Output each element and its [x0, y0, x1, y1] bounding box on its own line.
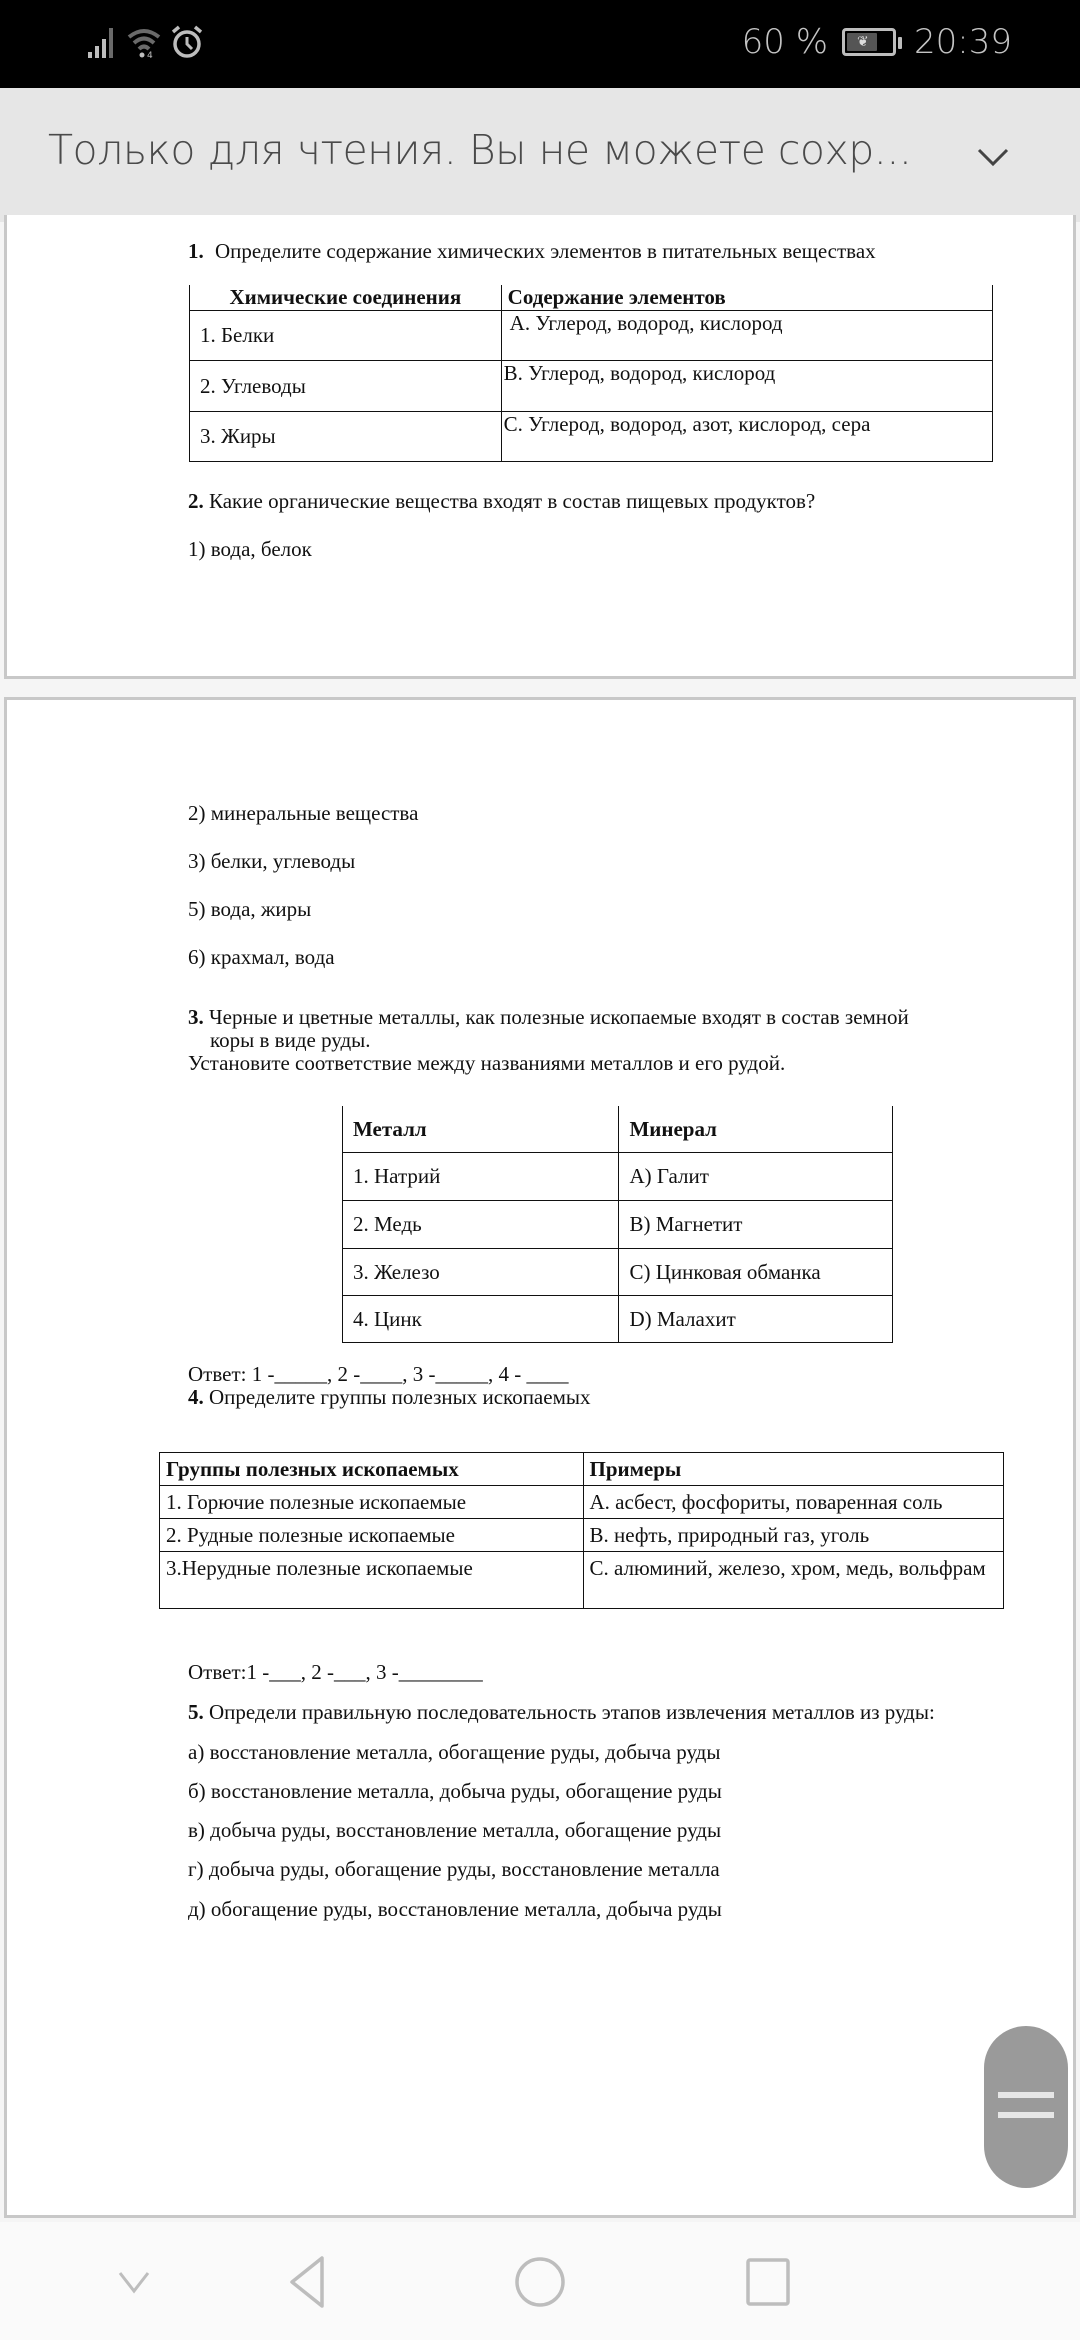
recents-button[interactable] — [738, 2252, 798, 2312]
recents-icon — [744, 2257, 792, 2307]
question-3-instruction: Установите соответствие между названиями металлов и его рудой. — [188, 1051, 786, 1075]
document-page-2 — [4, 697, 1076, 2218]
scroll-handle[interactable] — [984, 2026, 1068, 2188]
answer-option: б) восстановление металла, добыча руды, обогащение руды — [188, 1779, 722, 1803]
answer-option: в) добыча руды, восстановление металла, обогащение руды — [188, 1818, 722, 1842]
question-3: 3. Черные и цветные металлы, как полезные ископаемые входят в состав земной — [188, 1005, 909, 1029]
question-4: 4. Определите группы полезных ископаемых — [188, 1385, 591, 1409]
hide-nav-icon — [114, 2267, 154, 2297]
answer-line-q3: Ответ: 1 -_____, 2 -____, 3 -_____, 4 - ____ — [188, 1362, 569, 1386]
question-3-continued: коры в виде руды. — [210, 1028, 371, 1052]
navigation-bar — [0, 2222, 1080, 2340]
answer-option: 6) крахмал, вода — [188, 945, 335, 969]
answer-option: г) добыча руды, обогащение руды, восстановление металла — [188, 1857, 720, 1881]
table-row: 1. Горючие полезные ископаемые А. асбест, фосфориты, поваренная соль — [160, 1486, 1004, 1519]
battery-icon: ❦ — [842, 28, 896, 56]
clock: 20:39 — [914, 22, 1012, 62]
table-row: 1. Белки А. Углерод, водород, кислород — [190, 310, 993, 360]
table-row: 2. Рудные полезные ископаемые В. нефть, природный газ, уголь — [160, 1519, 1004, 1552]
table-row: 3. Железо C) Цинковая обманка — [343, 1248, 893, 1295]
back-icon — [286, 2254, 330, 2310]
question-5: 5. Определи правильную последовательность этапов извлечения металлов из руды: — [188, 1700, 935, 1724]
table-header: Минерал — [619, 1106, 893, 1152]
hide-nav-button[interactable] — [104, 2252, 164, 2312]
answer-line-q4: Ответ:1 -___, 2 -___, 3 -________ — [188, 1660, 483, 1684]
table-row: 3.Нерудные полезные ископаемые С. алюминий, железо, хром, медь, вольфрам — [160, 1552, 1004, 1609]
table-row: 1. Натрий A) Галит — [343, 1152, 893, 1200]
answer-option: 2) минеральные вещества — [188, 801, 419, 825]
table-row: 4. Цинк D) Малахит — [343, 1295, 893, 1342]
answer-option: а) восстановление металла, обогащение руды, добыча руды — [188, 1740, 721, 1764]
table-row: 2. Углеводы В. Углерод, водород, кислород — [190, 360, 993, 411]
grip-line-icon — [998, 2092, 1054, 2098]
grip-line-icon — [998, 2112, 1054, 2118]
wifi-icon — [126, 25, 162, 59]
answer-option: 3) белки, углеводы — [188, 849, 356, 873]
answer-option: 5) вода, жиры — [188, 897, 312, 921]
question-2: 2. Какие органические вещества входят в состав пищевых продуктов? — [188, 489, 816, 513]
table-metals-minerals — [342, 1106, 893, 1343]
answer-option: д) обогащение руды, восстановление металла, добыча руды — [188, 1897, 722, 1921]
alarm-icon — [170, 24, 204, 60]
table-row: 3. Жиры С. Углерод, водород, азот, кислород, сера — [190, 411, 993, 461]
table-mineral-groups — [159, 1452, 1004, 1609]
chevron-down-icon[interactable] — [976, 140, 1010, 174]
table-header: Примеры — [583, 1453, 1004, 1486]
app-bar — [0, 88, 1080, 222]
table-header: Металл — [343, 1106, 619, 1152]
back-button[interactable] — [278, 2252, 338, 2312]
battery-percent: 60 % — [741, 22, 829, 62]
svg-text:4: 4 — [147, 51, 153, 59]
home-icon — [513, 2255, 567, 2309]
home-button[interactable] — [510, 2252, 570, 2312]
table-chemical-elements — [189, 285, 993, 462]
table-header: Химические соединения — [190, 285, 502, 310]
answer-option: 1) вода, белок — [188, 537, 312, 561]
question-1: 1. Определите содержание химических элементов в питательных веществах — [188, 239, 876, 263]
status-bar — [0, 0, 1080, 88]
document-page-1 — [4, 215, 1076, 679]
table-header: Содержание элементов — [501, 285, 992, 310]
signal-icon — [86, 24, 118, 60]
table-header: Группы полезных ископаемых — [160, 1453, 584, 1486]
read-only-banner[interactable]: Только для чтения. Вы не можете сохр... — [48, 126, 912, 174]
table-row: 2. Медь B) Магнетит — [343, 1200, 893, 1248]
